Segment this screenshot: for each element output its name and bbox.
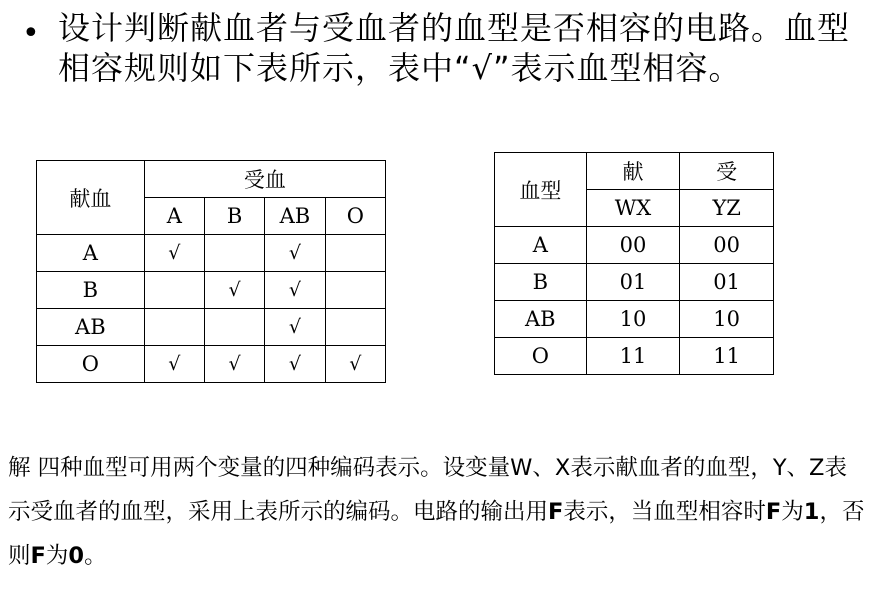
- compat-cell: √: [144, 346, 204, 383]
- compat-cell: [325, 309, 385, 346]
- table-row: [495, 338, 774, 375]
- receiver-code-cell: 10: [680, 301, 774, 338]
- donor-column-header: 献: [586, 153, 680, 190]
- compat-cell: √: [204, 272, 264, 309]
- table-row: [495, 301, 774, 338]
- table-row: [495, 264, 774, 301]
- row-label: O: [37, 346, 145, 383]
- problem-text: 设计判断献血者与受血者的血型是否相容的电路。血型相容规则如下表所示，表中“√”表示血型相容。: [58, 9, 851, 87]
- compat-cell: √: [265, 346, 326, 383]
- solution-text-6: 。: [84, 543, 107, 569]
- column-header-o: O: [325, 198, 385, 235]
- table-row: [37, 309, 386, 346]
- blood-type-cell: B: [495, 264, 587, 301]
- donor-vars-header: WX: [586, 190, 680, 227]
- value-one: 1: [803, 499, 820, 525]
- compat-cell: √: [265, 272, 326, 309]
- solution-text-2: 表示，当血型相容时: [563, 499, 766, 525]
- compat-cell: √: [144, 235, 204, 272]
- blood-type-header: 血型: [495, 153, 587, 227]
- variable-f: F: [765, 499, 782, 525]
- column-header-ab: AB: [265, 198, 326, 235]
- row-label: A: [37, 235, 145, 272]
- donor-code-cell: 10: [586, 301, 680, 338]
- encoding-table: [494, 152, 774, 375]
- blood-type-cell: AB: [495, 301, 587, 338]
- compat-cell: √: [204, 346, 264, 383]
- donor-code-cell: 00: [586, 227, 680, 264]
- compat-cell: √: [325, 346, 385, 383]
- donor-header: 献血: [37, 161, 145, 235]
- donor-code-cell: 11: [586, 338, 680, 375]
- compatibility-table: [36, 160, 386, 383]
- row-label: AB: [37, 309, 145, 346]
- column-header-b: B: [204, 198, 264, 235]
- receiver-code-cell: 00: [680, 227, 774, 264]
- blood-type-cell: A: [495, 227, 587, 264]
- compat-cell: [325, 235, 385, 272]
- table-row: [495, 227, 774, 264]
- receiver-code-cell: 01: [680, 264, 774, 301]
- bullet-marker: •: [22, 16, 40, 51]
- receiver-vars-header: YZ: [680, 190, 774, 227]
- solution-text-5: 为: [45, 543, 69, 569]
- solution-text-1: 解 四种血型可用两个变量的四种编码表示。设变量W、X表示献血者的血型，Y、Z表示受血者的血型，采用上表所示的编码。电路的输出用: [8, 455, 847, 525]
- value-zero: 0: [68, 543, 85, 569]
- solution-text-3: 为: [781, 499, 804, 525]
- blood-type-cell: O: [495, 338, 587, 375]
- compat-cell: √: [265, 235, 326, 272]
- solution-paragraph: [8, 446, 868, 578]
- table-row: [37, 235, 386, 272]
- receiver-column-header: 受: [680, 153, 774, 190]
- table-row: [37, 346, 386, 383]
- compat-cell: [204, 235, 264, 272]
- compat-cell: [204, 309, 264, 346]
- compat-cell: √: [265, 309, 326, 346]
- row-label: B: [37, 272, 145, 309]
- compat-cell: [144, 272, 204, 309]
- compat-cell: [325, 272, 385, 309]
- receiver-group-header: 受血: [144, 161, 385, 198]
- table-row: [37, 272, 386, 309]
- receiver-code-cell: 11: [680, 338, 774, 375]
- problem-statement: [14, 8, 864, 88]
- variable-f: F: [30, 543, 46, 569]
- solution-text-4: ，否则: [8, 499, 865, 569]
- compat-cell: [144, 309, 204, 346]
- donor-code-cell: 01: [586, 264, 680, 301]
- column-header-a: A: [144, 198, 204, 235]
- variable-f: F: [548, 499, 564, 525]
